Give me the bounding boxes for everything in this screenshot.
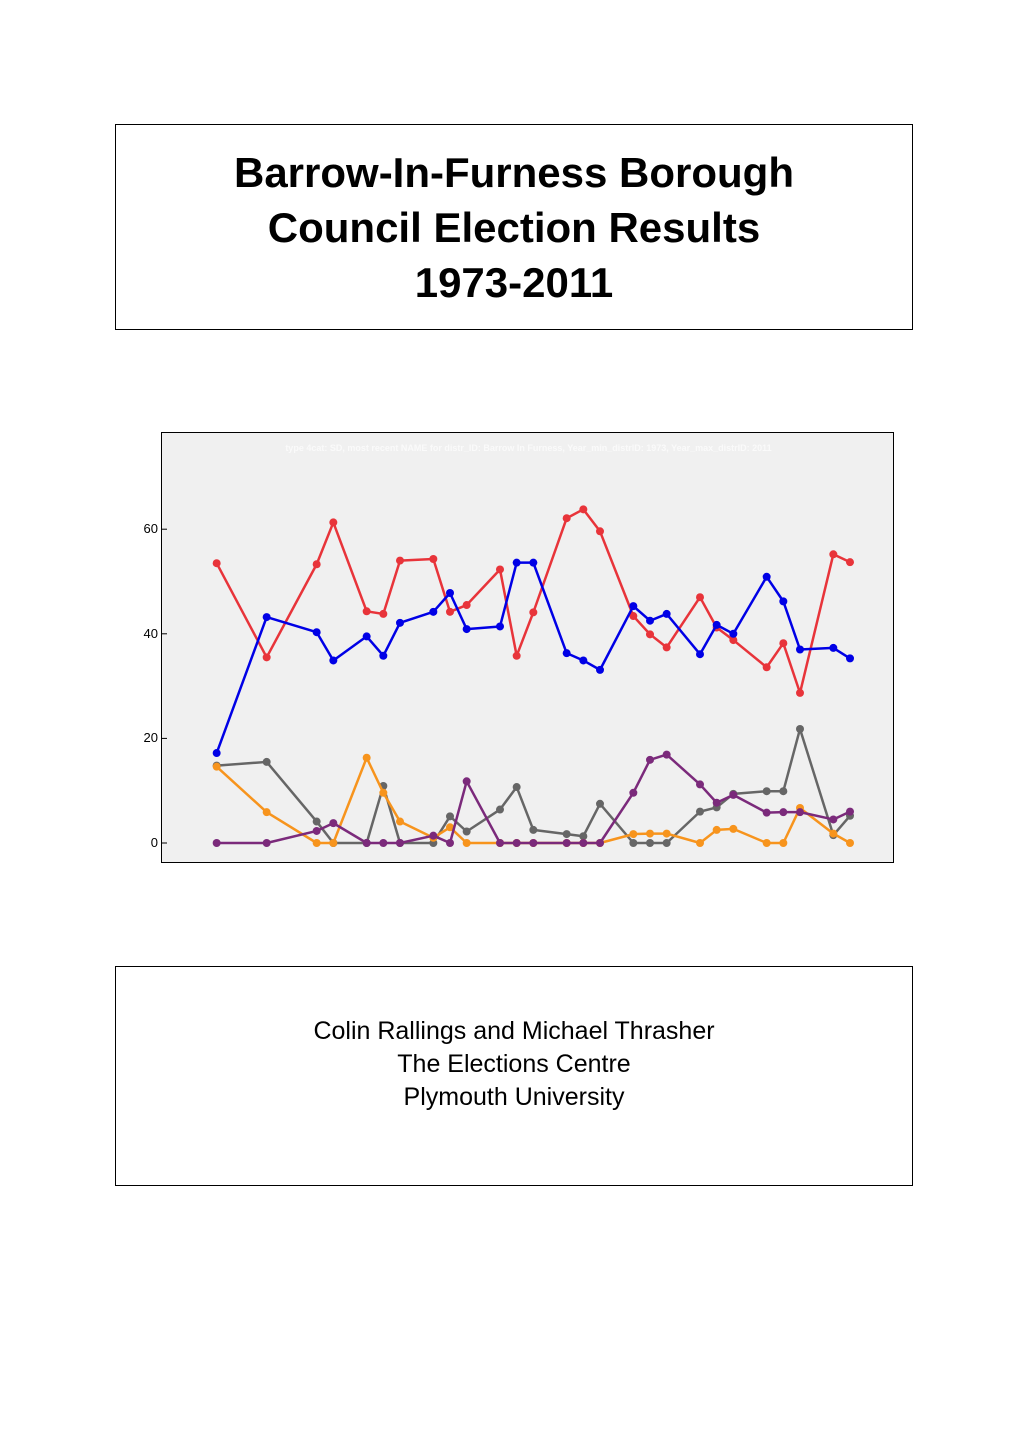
data-point [446, 608, 454, 616]
author-box [115, 966, 913, 1186]
data-point [596, 527, 604, 535]
y-tick-label: 20 [143, 730, 158, 746]
line-chart [143, 432, 894, 863]
data-point [663, 839, 671, 847]
data-point [463, 777, 471, 785]
data-point [846, 558, 854, 566]
data-point [396, 557, 404, 565]
data-point [263, 653, 271, 661]
data-point [629, 830, 637, 838]
data-point [696, 839, 704, 847]
data-point [529, 559, 537, 567]
data-point [563, 649, 571, 657]
title-line-3: 1973-2011 [414, 258, 614, 306]
data-point [429, 608, 437, 616]
series-line-2 [217, 729, 850, 843]
data-point [513, 783, 521, 791]
data-point [713, 826, 721, 834]
data-point [729, 825, 737, 833]
data-point [713, 621, 721, 629]
data-point [579, 839, 587, 847]
data-point [496, 622, 504, 630]
data-point [313, 827, 321, 835]
data-point [579, 505, 587, 513]
data-point [396, 619, 404, 627]
data-point [713, 799, 721, 807]
data-point [379, 789, 387, 797]
data-point [596, 666, 604, 674]
data-point [663, 830, 671, 838]
data-point [529, 839, 537, 847]
data-point [363, 607, 371, 615]
data-point [629, 602, 637, 610]
data-point [763, 809, 771, 817]
data-point [463, 839, 471, 847]
y-tick-label: 60 [143, 521, 158, 537]
data-point [779, 787, 787, 795]
data-point [796, 808, 804, 816]
data-point [263, 758, 271, 766]
data-point [213, 749, 221, 757]
chart-subtitle: type 4cat: SD, most recent NAME for distr_ID: Barrow In Furness, Year_min_distrID: 1973, Year_max_distrID: 2011 [285, 443, 772, 453]
data-point [779, 597, 787, 605]
data-point [446, 589, 454, 597]
series-line-0 [217, 509, 850, 693]
data-point [579, 656, 587, 664]
data-point [779, 839, 787, 847]
data-point [629, 789, 637, 797]
title-line-2: Council Election Results [267, 203, 761, 251]
data-point [513, 559, 521, 567]
data-point [646, 830, 654, 838]
data-point [563, 514, 571, 522]
data-point [696, 593, 704, 601]
title-box [115, 124, 913, 330]
data-point [829, 644, 837, 652]
data-point [379, 839, 387, 847]
data-point [363, 839, 371, 847]
data-point [596, 839, 604, 847]
data-point [846, 654, 854, 662]
data-point [463, 625, 471, 633]
data-point [396, 818, 404, 826]
elections-centre: The Elections Centre [397, 1050, 631, 1078]
data-point [313, 839, 321, 847]
data-point [396, 839, 404, 847]
data-point [663, 751, 671, 759]
data-point [796, 725, 804, 733]
data-point [663, 610, 671, 618]
data-point [796, 645, 804, 653]
data-point [263, 839, 271, 847]
data-point [446, 839, 454, 847]
data-point [429, 832, 437, 840]
data-point [563, 839, 571, 847]
data-point [646, 839, 654, 847]
data-point [779, 808, 787, 816]
data-point [313, 560, 321, 568]
data-point [429, 555, 437, 563]
data-point [646, 630, 654, 638]
data-point [463, 827, 471, 835]
data-point [496, 565, 504, 573]
data-point [379, 652, 387, 660]
data-point [513, 652, 521, 660]
data-point [763, 787, 771, 795]
data-point [446, 812, 454, 820]
data-point [529, 826, 537, 834]
data-point [646, 617, 654, 625]
data-point [513, 839, 521, 847]
data-point [213, 839, 221, 847]
data-point [779, 639, 787, 647]
data-point [329, 819, 337, 827]
data-point [363, 632, 371, 640]
data-point [329, 518, 337, 526]
data-point [696, 650, 704, 658]
data-point [663, 643, 671, 651]
data-point [829, 830, 837, 838]
data-point [729, 630, 737, 638]
data-point [829, 815, 837, 823]
data-point [846, 839, 854, 847]
data-point [629, 839, 637, 847]
data-point [313, 628, 321, 636]
data-point [646, 756, 654, 764]
data-point [363, 754, 371, 762]
data-point [329, 839, 337, 847]
data-point [463, 601, 471, 609]
data-point [846, 808, 854, 816]
data-point [796, 689, 804, 697]
data-point [496, 839, 504, 847]
data-point [263, 613, 271, 621]
data-point [213, 763, 221, 771]
data-point [213, 559, 221, 567]
data-point [329, 656, 337, 664]
data-point [696, 808, 704, 816]
data-point [529, 608, 537, 616]
data-point [563, 830, 571, 838]
data-point [763, 663, 771, 671]
data-point [263, 808, 271, 816]
data-point [829, 550, 837, 558]
data-point [379, 610, 387, 618]
y-tick-label: 40 [143, 625, 158, 641]
data-point [596, 800, 604, 808]
author-names: Colin Rallings and Michael Thrasher [313, 1017, 715, 1045]
university-name: Plymouth University [403, 1083, 625, 1111]
data-point [696, 780, 704, 788]
data-point [763, 839, 771, 847]
data-point [763, 573, 771, 581]
data-point [729, 791, 737, 799]
chart-plot-area [162, 433, 893, 862]
title-line-1: Barrow-In-Furness Borough [233, 148, 794, 196]
data-point [313, 818, 321, 826]
y-tick-label: 0 [150, 835, 158, 850]
data-point [496, 806, 504, 814]
